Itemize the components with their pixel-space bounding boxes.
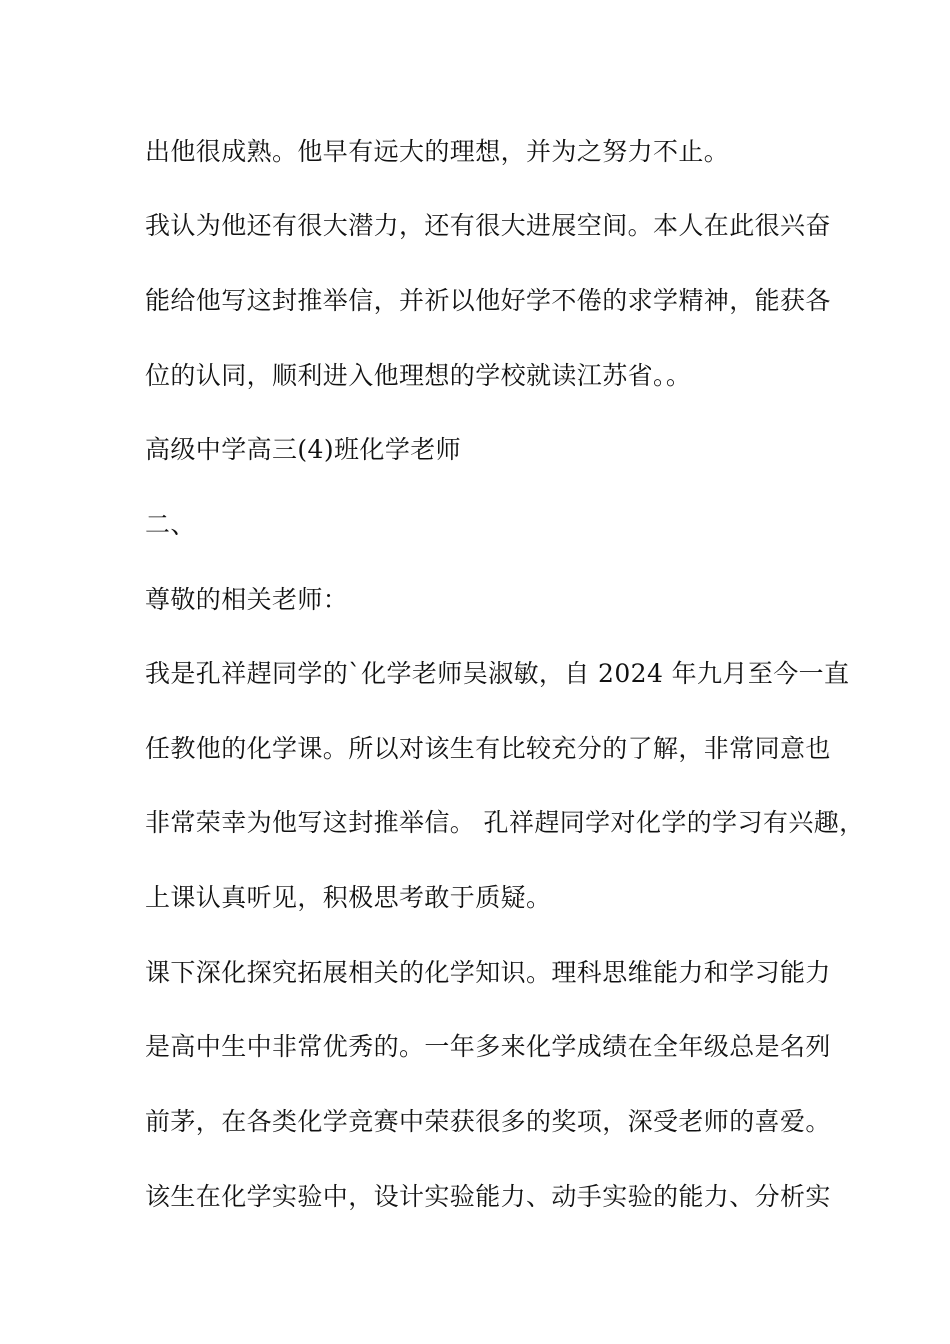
- text-line: 我认为他还有很大潜力，还有很大进展空间。本人在此很兴奋: [145, 211, 831, 240]
- text-line: 我是孔祥趕同学的`化学老师吴淑敏，自 2024 年九月至今一直: [145, 659, 850, 688]
- text-line: 前茅，在各类化学竞赛中荣获很多的奖项，深受老师的喜爱。: [145, 1107, 831, 1136]
- signature-line: 高级中学高三(4)班化学老师: [145, 435, 462, 464]
- text-line: 该生在化学实验中，设计实验能力、动手实验的能力、分析实: [145, 1182, 831, 1211]
- section-number: 二、: [145, 510, 196, 539]
- text-line: 非常荣幸为他写这封推举信。 孔祥趕同学对化学的学习有兴趣，: [145, 808, 865, 837]
- text-line: 上课认真听见，积极思考敢于质疑。: [145, 883, 552, 912]
- text-line: 是高中生中非常优秀的。一年多来化学成绩在全年级总是名列: [145, 1032, 831, 1061]
- salutation: 尊敬的相关老师：: [145, 585, 349, 614]
- text-line: 课下深化探究拓展相关的化学知识。理科思维能力和学习能力: [145, 958, 831, 987]
- text-line: 任教他的化学课。所以对该生有比较充分的了解，非常同意也: [145, 734, 831, 763]
- text-line: 出他很成熟。他早有远大的理想，并为之努力不止。: [145, 137, 730, 166]
- text-line: 位的认同，顺利进入他理想的学校就读江苏省。。: [145, 361, 692, 390]
- text-line: 能给他写这封推举信，并祈以他好学不倦的求学精神，能获各: [145, 286, 831, 315]
